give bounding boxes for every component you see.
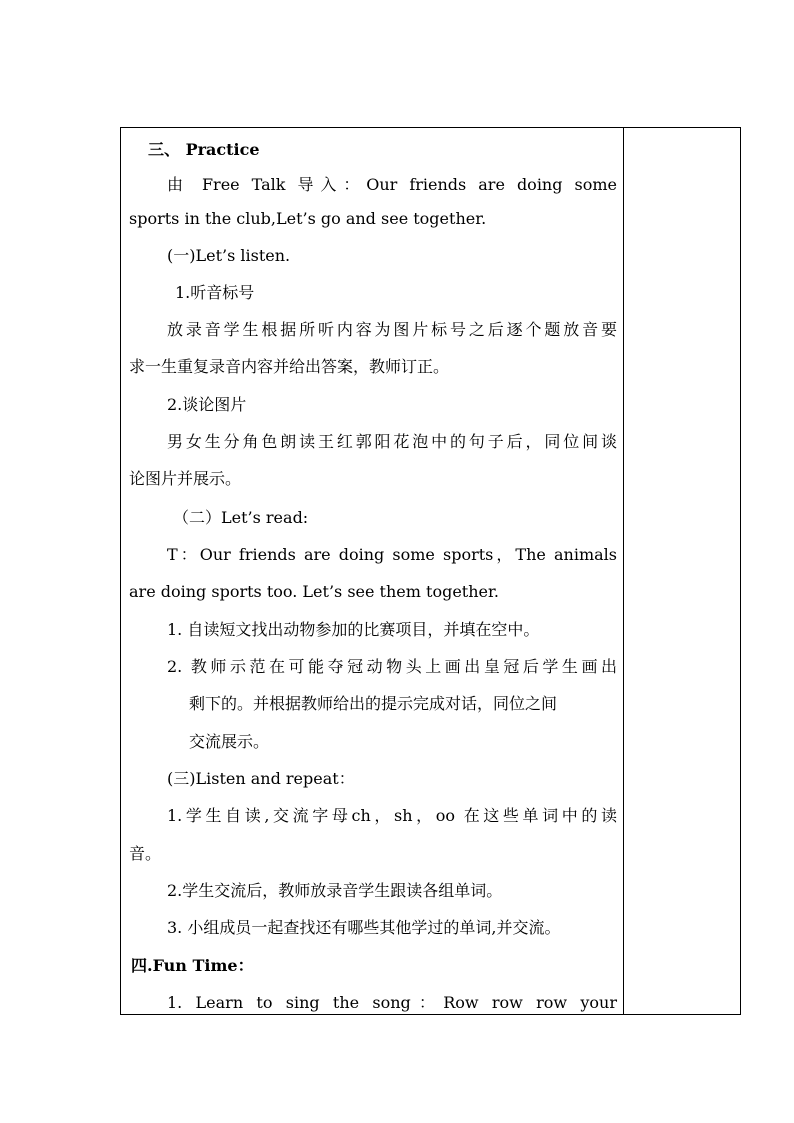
part3-title: (三)Listen and repeat：	[167, 769, 355, 788]
part1-step1-text-line2: 求一生重复录音内容并给出答案，教师订正。	[129, 357, 450, 376]
part2-item2-line3: 交流展示。	[189, 732, 270, 751]
notes-cell	[624, 128, 740, 1014]
part2-title: （二）Let’s read:	[173, 508, 309, 527]
lesson-plan-table	[120, 127, 741, 1015]
section3-heading: 三、 Practice	[148, 140, 260, 159]
section4-item1-line1: 1. Learn to sing the song：Row row row your	[167, 993, 617, 1012]
part3-item1-line1: 1.学生自读,交流字母ch，sh，oo 在这些单词中的读	[167, 806, 617, 825]
intro-line2: sports in the club,Let’s go and see together.	[129, 209, 487, 228]
part3-item2: 2.学生交流后，教师放录音学生跟读各组单词。	[167, 881, 503, 900]
part1-step2-text-line1: 男女生分角色朗读王红郭阳花泡中的句子后，同位间谈	[167, 432, 617, 451]
part1-title: (一)Let’s listen.	[167, 246, 291, 265]
part2-item2-line1: 2. 教师示范在可能夺冠动物头上画出皇冠后学生画出	[167, 657, 617, 676]
part2-t-line2: are doing sports too. Let’s see them together.	[129, 582, 499, 601]
part2-item2-line2: 剩下的。并根据教师给出的提示完成对话，同位之间	[189, 694, 558, 713]
section4-heading: 四.Fun Time：	[131, 956, 254, 975]
part1-step2-title: 2.谈论图片	[167, 395, 247, 414]
part1-step1-text-line1: 放录音学生根据所听内容为图片标号之后逐个题放音要	[167, 320, 617, 339]
part2-item1: 1. 自读短文找出动物参加的比赛项目，并填在空中。	[167, 620, 540, 639]
part3-item1-line2: 音。	[129, 844, 162, 863]
part2-t-line1: T：Our friends are doing some sports，The animals	[167, 545, 617, 564]
part1-step2-text-line2: 论图片并展示。	[129, 469, 242, 488]
part1-step1-title: 1.听音标号	[175, 283, 255, 302]
teaching-content-cell	[121, 128, 623, 1014]
intro-line1: 由 Free Talk 导入：Our friends are doing some	[167, 175, 617, 194]
part3-item3: 3. 小组成员一起查找还有哪些其他学过的单词,并交流。	[167, 918, 561, 937]
